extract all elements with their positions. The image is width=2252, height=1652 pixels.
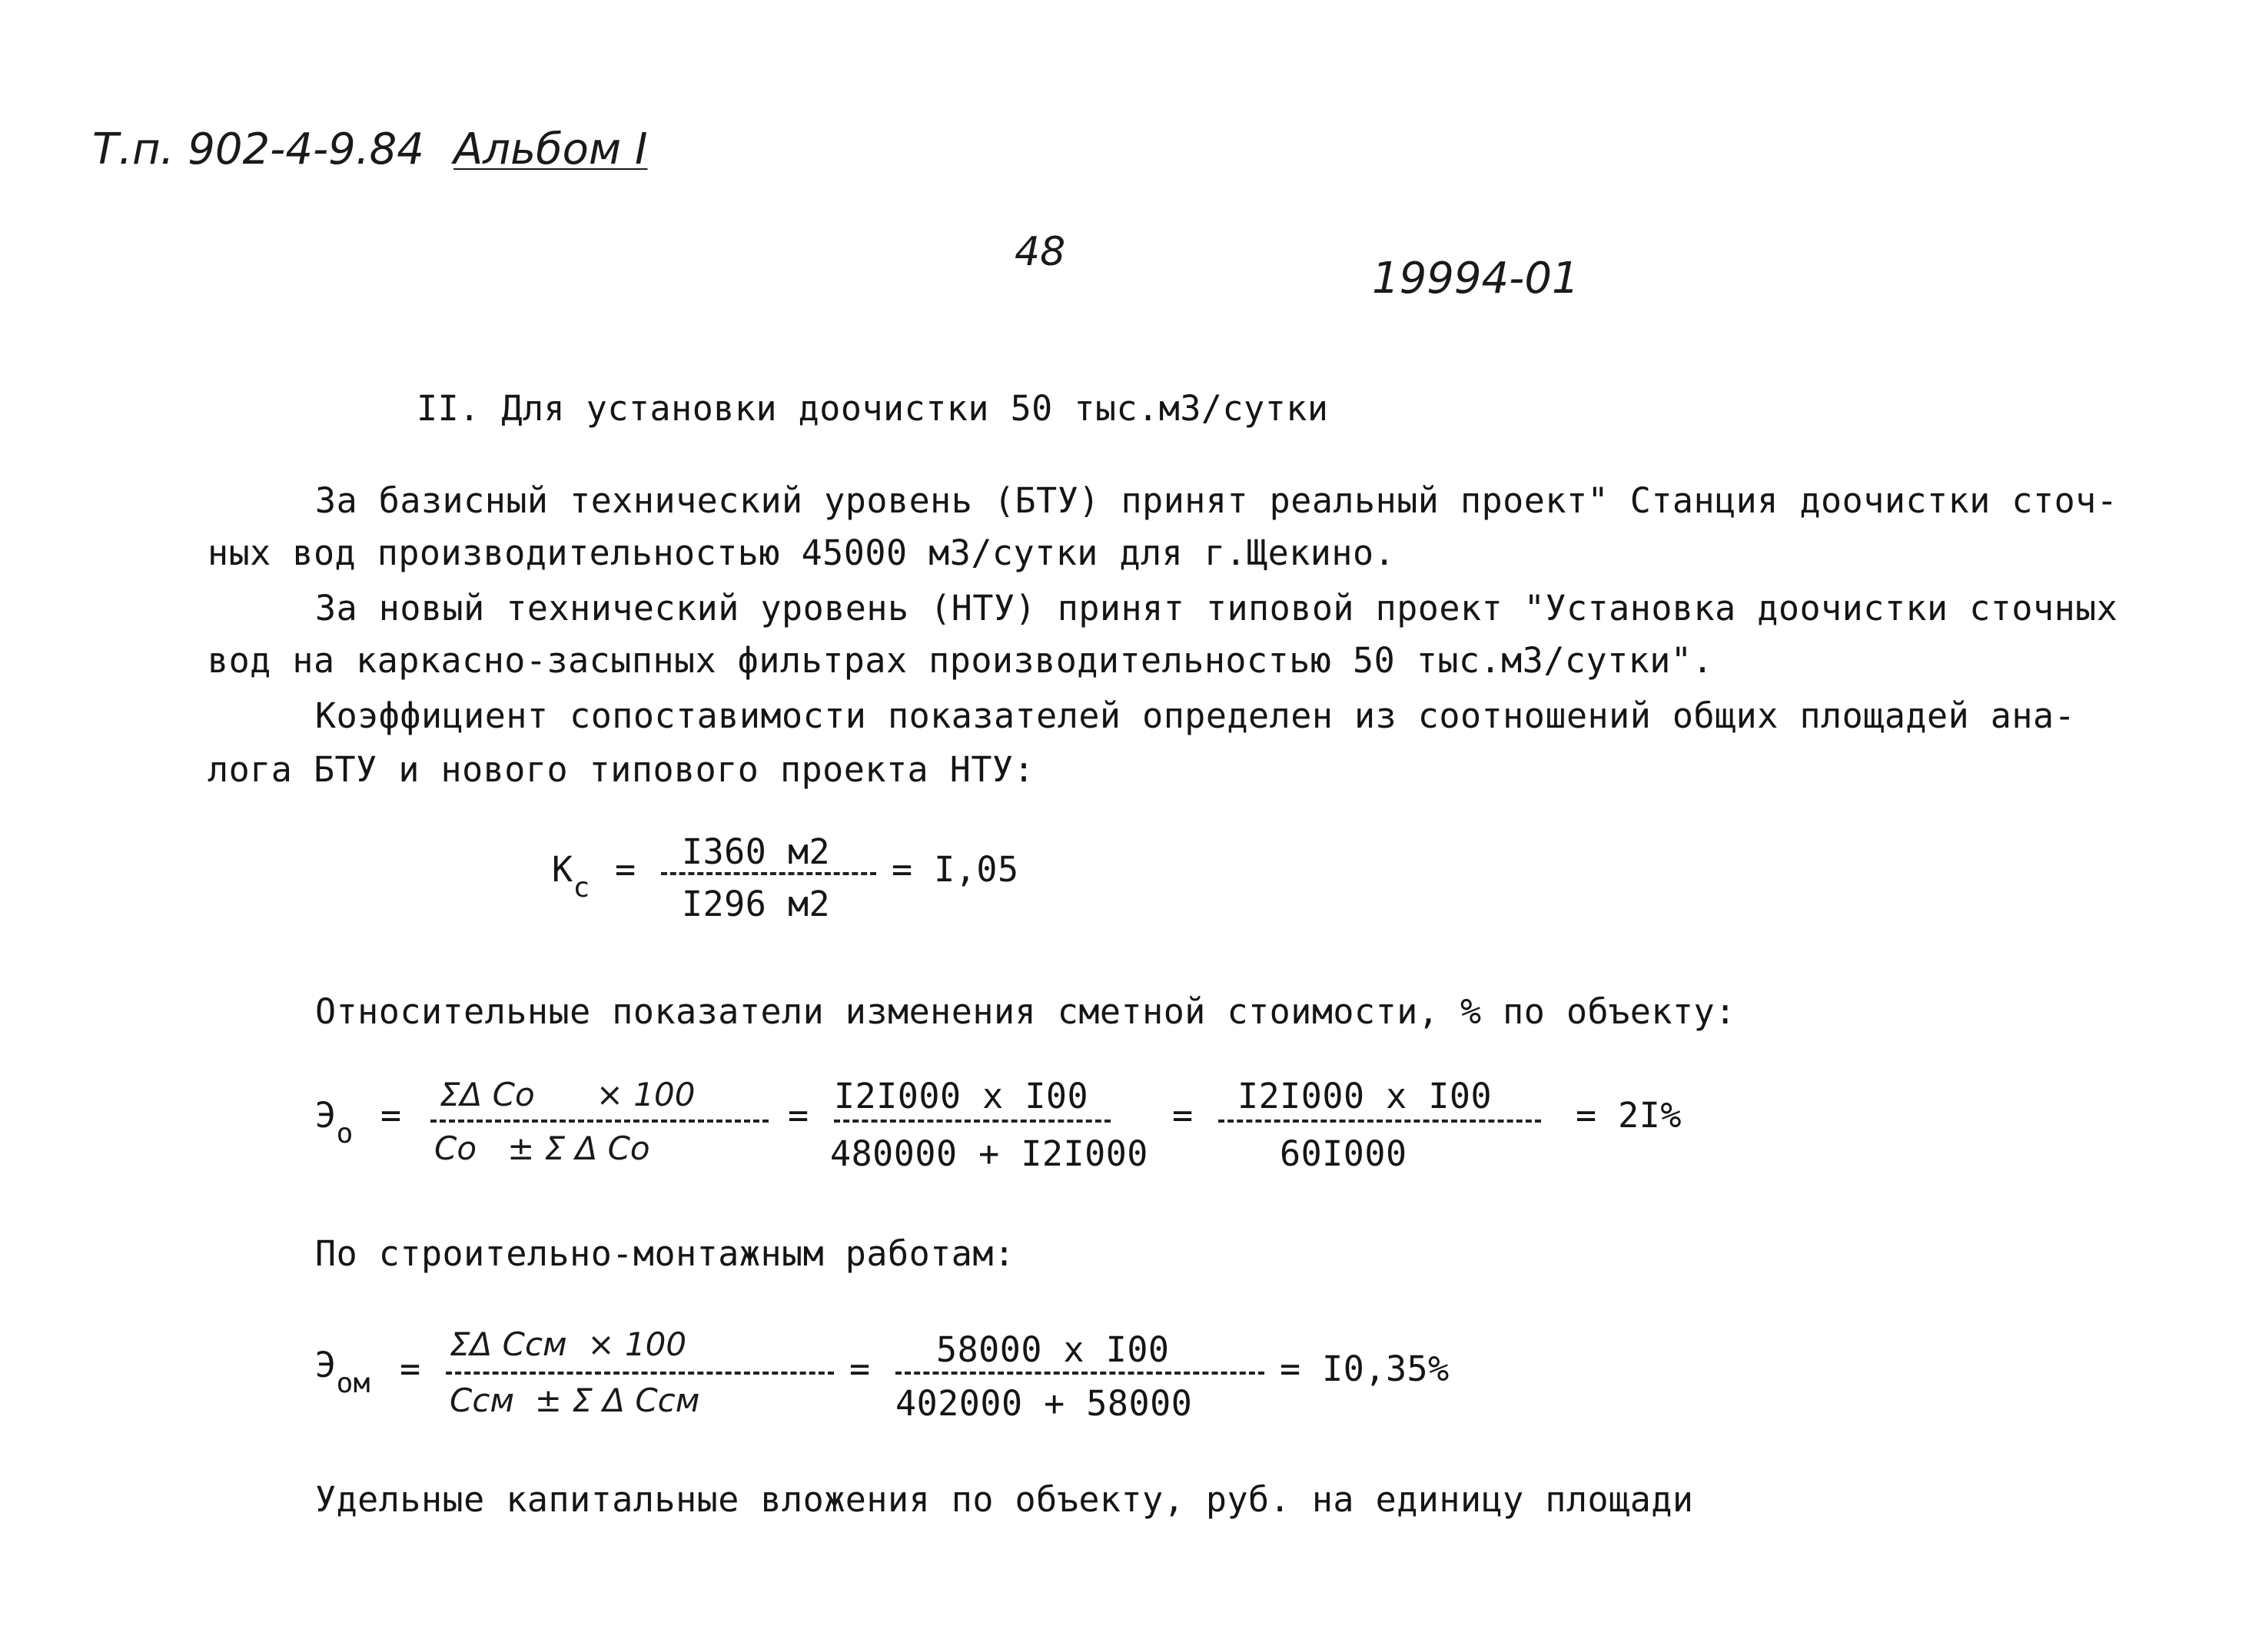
eom-result: = I0,35% <box>1280 1348 1450 1389</box>
kc-equals: = <box>615 849 636 890</box>
page-number: 48 <box>1015 229 1066 275</box>
eom-fraction-bar-1 <box>446 1372 834 1375</box>
section-title: II. Для установки доочистки 50 тыс.м3/сутки <box>417 388 1329 429</box>
paragraph-ntu-line2: вод на каркасно-засыпных фильтрах производительностью 50 тыс.м3/сутки". <box>208 640 1714 681</box>
kc-numerator: I360 м2 <box>682 831 831 872</box>
eom-denominator-2: 402000 + 58000 <box>895 1383 1193 1424</box>
kc-fraction-bar <box>661 872 876 875</box>
paragraph-ntu-line1: За новый технический уровень (НТУ) принят типовой проект "Установка доочистки сточных <box>315 588 2118 629</box>
eo-equals-3: = <box>1172 1095 1194 1136</box>
eo-fraction-bar-1 <box>430 1120 769 1123</box>
paragraph-btu-line1: За базисный технический уровень (БТУ) принят реальный проект" Станция доочистки сточ- <box>315 480 2118 521</box>
eo-fraction-bar-2 <box>834 1120 1111 1123</box>
document-number: 19994-01 <box>1372 254 1579 304</box>
relative-indicators-heading: Относительные показатели изменения сметной стоимости, % по объекту: <box>315 991 1736 1032</box>
unit-capital-investment-line: Удельные капитальные вложения по объекту, руб. на единицу площади <box>315 1479 1694 1520</box>
eo-equals-2: = <box>788 1095 809 1136</box>
eom-denominator-handwritten: Cсм ± Σ Δ Cсм <box>450 1382 700 1419</box>
paragraph-coef-line1: Коэффициент сопоставимости показателей определен из соотношений общих площадей ана- <box>315 695 2076 736</box>
eo-symbol: $Э_о$ <box>315 1095 354 1149</box>
eom-symbol: $Э_{ом}$ <box>315 1345 370 1399</box>
eo-numerator-2: I2I000 x I00 <box>834 1076 1089 1116</box>
eom-equals-2: = <box>849 1348 871 1389</box>
paragraph-coef-line2: лога БТУ и нового типового проекта НТУ: <box>208 749 1035 790</box>
eo-denominator-2: 480000 + I2I000 <box>830 1133 1148 1174</box>
eo-numerator-handwritten: ΣΔ Co × 100 <box>440 1076 696 1113</box>
eom-equals: = <box>400 1348 421 1389</box>
kc-denominator: I296 м2 <box>682 884 831 924</box>
eom-numerator-2: 58000 x I00 <box>936 1329 1170 1370</box>
eo-denominator-3: 60I000 <box>1280 1133 1407 1174</box>
construction-works-heading: По строительно-монтажным работам: <box>315 1233 1015 1274</box>
eo-equals: = <box>380 1095 402 1136</box>
eo-denominator-handwritten: Co ± Σ Δ Co <box>434 1130 650 1167</box>
eom-numerator-handwritten: ΣΔ Cсм × 100 <box>450 1325 687 1363</box>
album-label: Альбом I <box>453 124 648 174</box>
eo-result: = 2I% <box>1576 1095 1682 1136</box>
kc-symbol: $К_с$ <box>552 849 590 904</box>
paragraph-btu-line2: ных вод производительностью 45000 м3/сутки для г.Щекино. <box>208 532 1396 573</box>
eom-fraction-bar-2 <box>895 1372 1264 1375</box>
kc-result: = I,05 <box>892 849 1019 890</box>
project-code: Т.п. 902-4-9.84 <box>92 124 424 174</box>
eo-numerator-3: I2I000 x I00 <box>1237 1076 1493 1116</box>
eo-fraction-bar-3 <box>1218 1120 1541 1123</box>
